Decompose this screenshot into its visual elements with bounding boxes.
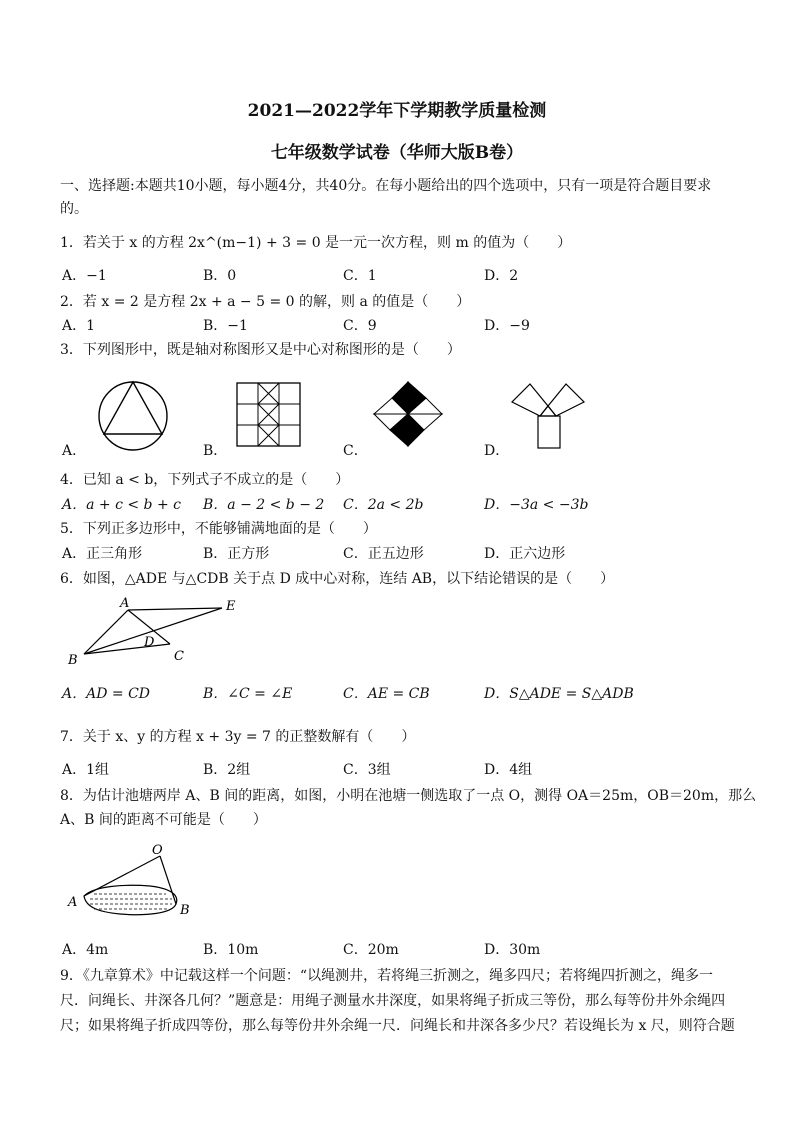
question-3-stem: 3．下列图形中，既是轴对称图形又是中心对称图形的是（ ）	[60, 342, 461, 358]
q6-option-b: B．∠C = ∠E	[203, 686, 293, 702]
q6-triangle-diagram	[64, 596, 244, 670]
q7-option-a: A．1组	[62, 762, 110, 778]
question-7-stem: 7．关于 x、y 的方程 x + 3y = 7 的正整数解有（ ）	[60, 729, 416, 745]
q5-option-b: B．正方形	[203, 546, 270, 562]
q4-option-c: C．2a < 2b	[343, 497, 424, 513]
q7-option-c: C．3组	[343, 762, 391, 778]
q1-option-b: B．0	[203, 268, 237, 284]
q4-option-b: B．a − 2 < b − 2	[203, 497, 325, 513]
q3-option-d: D．	[484, 443, 510, 459]
question-8-stem-line1: 8．为估计池塘两岸 A、B 间的距离，如图，小明在池塘一侧选取了一点 O，测得 OA＝25m，OB＝20m，那么	[60, 788, 757, 804]
q6-option-d: D．S△ADE = S△ADB	[484, 686, 634, 702]
q8-option-c: C．20m	[343, 942, 399, 958]
q3-figure-b	[236, 382, 302, 448]
q3-figure-a	[95, 380, 175, 452]
question-1-stem: 1．若关于 x 的方程 2x^(m−1) + 3 = 0 是一元一次方程，则 m 的值为（ ）	[60, 235, 572, 251]
q8-pond-diagram	[64, 842, 214, 922]
question-9-line2: 尺．问绳长、井深各几何？”题意是：用绳子测量水井深度，如果将绳子折成三等份，那么每等份井外余绳四	[60, 993, 726, 1009]
q7-option-d: D．4组	[484, 762, 533, 778]
q2-option-b: B．−1	[203, 318, 248, 334]
q6-label-d: D	[144, 635, 155, 650]
q3-option-a: A．	[62, 443, 87, 459]
q8-option-b: B．10m	[203, 942, 259, 958]
exam-title: 2021—2022学年下学期教学质量检测	[247, 101, 547, 121]
question-6-stem: 6．如图，△ADE 与△CDB 关于点 D 成中心对称，连结 AB，以下结论错误的是（ ）	[60, 571, 615, 587]
q8-label-a: A	[68, 895, 78, 910]
q6-label-b: B	[68, 653, 78, 668]
question-2-stem: 2．若 x = 2 是方程 2x + a − 5 = 0 的解，则 a 的值是（ ）	[60, 294, 471, 310]
question-8-stem-line2: A、B 间的距离不可能是（ ）	[60, 812, 267, 828]
q3-option-b: B．	[203, 443, 228, 459]
q6-label-c: C	[174, 649, 184, 664]
question-9-line3: 尺；如果将绳子折成四等份，那么每等份井外余绳一尺．问绳长和井深各多少尺？若设绳长为 x 尺，则符合题	[60, 1018, 735, 1034]
q3-figure-c	[370, 378, 446, 450]
question-9-line1: 9．《九章算术》中记载这样一个问题：“以绳测井，若将绳三折测之，绳多四尺；若将绳四折测之，绳多一	[60, 968, 714, 984]
section-instructions-line2: 的。	[60, 201, 88, 217]
q1-option-c: C．1	[343, 268, 377, 284]
q5-option-d: D．正六边形	[484, 546, 566, 562]
q6-option-a: A．AD = CD	[62, 686, 151, 702]
q6-option-c: C．AE = CB	[343, 686, 430, 702]
question-5-stem: 5．下列正多边形中，不能够铺满地面的是（ ）	[60, 521, 377, 537]
section-instructions-line1: 一、选择题:本题共10小题，每小题4分，共40分。在每小题给出的四个选项中，只有一项是符合题目要求	[60, 178, 712, 194]
q5-option-a: A．正三角形	[62, 546, 143, 562]
q8-label-o: O	[152, 843, 163, 858]
q5-option-c: C．正五边形	[343, 546, 424, 562]
q6-label-a: A	[120, 596, 130, 611]
q2-option-d: D．−9	[484, 318, 530, 334]
q4-option-a: A．a + c < b + c	[62, 497, 181, 513]
q2-option-c: C．9	[343, 318, 377, 334]
q3-option-c: C．	[343, 443, 368, 459]
q8-label-b: B	[180, 903, 190, 918]
q8-option-a: A．4m	[62, 942, 109, 958]
q6-label-e: E	[226, 599, 236, 614]
q1-option-d: D．2	[484, 268, 519, 284]
question-4-stem: 4．已知 a < b，下列式子不成立的是（ ）	[60, 472, 350, 488]
q3-figure-d	[508, 378, 588, 452]
q4-option-d: D．−3a < −3b	[484, 497, 589, 513]
q2-option-a: A．1	[62, 318, 96, 334]
q8-option-d: D．30m	[484, 942, 541, 958]
exam-subtitle: 七年级数学试卷（华师大版B卷）	[270, 143, 524, 163]
q7-option-b: B．2组	[203, 762, 251, 778]
q1-option-a: A．−1	[62, 268, 107, 284]
